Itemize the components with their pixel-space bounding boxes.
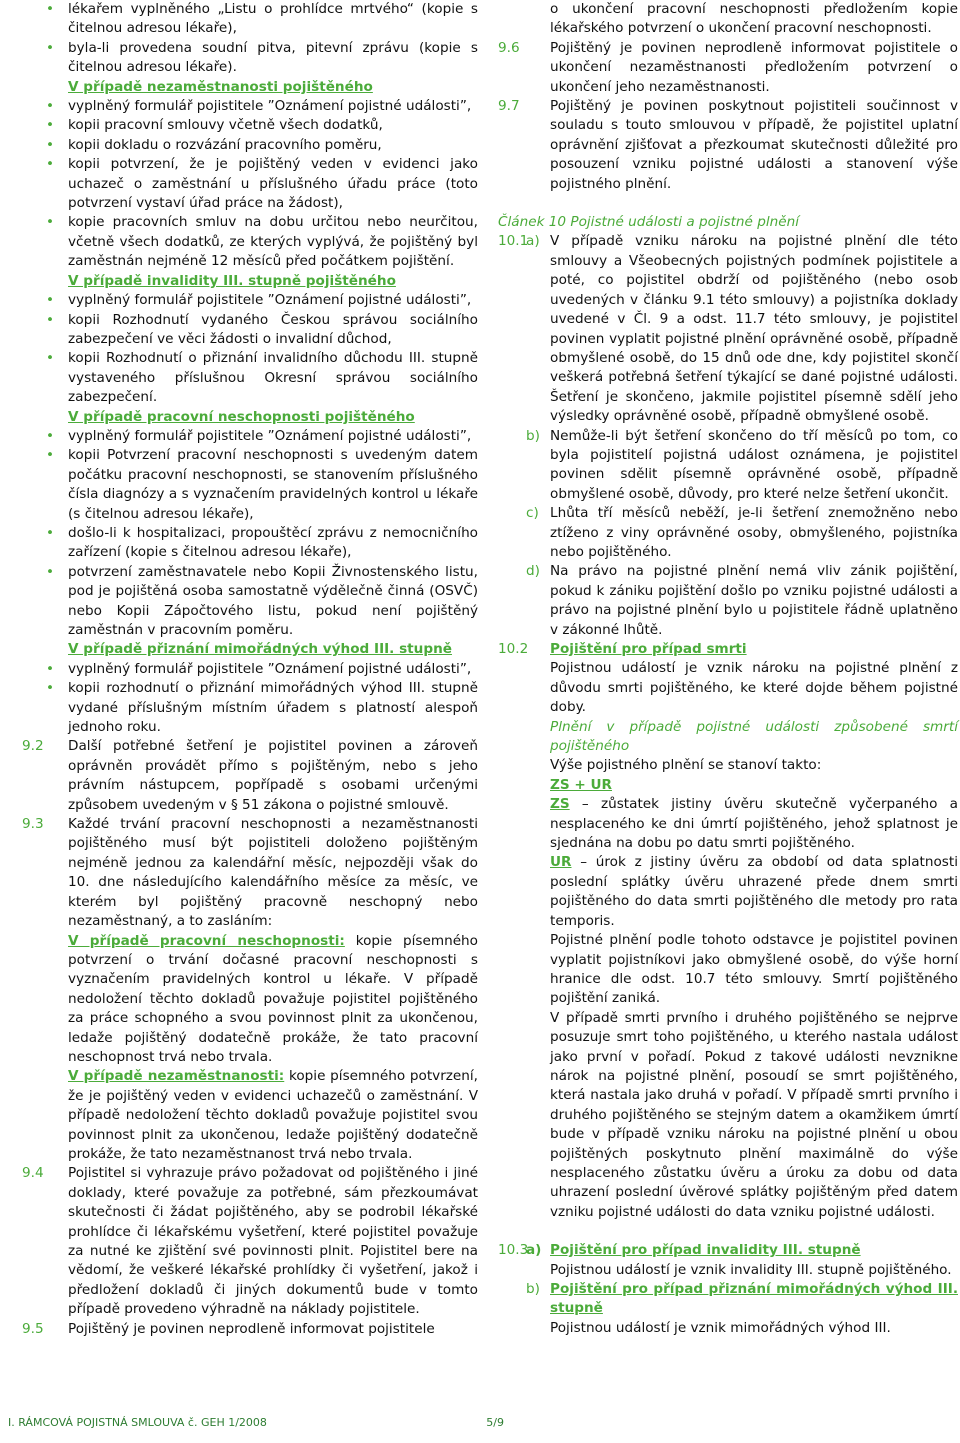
- section-text: Pojištěný je povinen poskytnout pojistiteli součinnost v souladu s touto smlouvou v případě, že pojistitel uplatní oprávnění zjišťovat a přezkoumat skutečnosti důležité pro posouzení vzniku pojistné události a stanovení výše pojistného plnění.: [550, 98, 958, 192]
- subsection-text: Pojistnou událostí je vznik invalidity III. stupně pojištěného.: [550, 1261, 952, 1278]
- term-text: – úrok z jistiny úvěru za období od data splatnosti poslední splátky úvěru uhrazené přede dnem smrti pojištěného do data smrti pojištěného dle metody pro rata temporis.: [550, 854, 958, 929]
- section-9-4: [22, 1164, 478, 1319]
- list-item: • kopii rozhodnutí o přiznání mimořádných výhod III. stupně vydané příslušným místním úřadem s platností alespoň jednoho roku.: [22, 679, 478, 737]
- subsection-a: [498, 1241, 958, 1280]
- subsection-text: Na právo na pojistné plnění nemá vliv zánik pojištění, pokud k zániku pojištění došlo po vzniku pojistné události a právo na pojistné plnění bylo u pojistitele řádně uplatněno v zákonné lhůtě.: [550, 563, 958, 638]
- section-number: 9.2: [22, 738, 44, 755]
- group-heading: V případě nezaměstnanosti pojištěného: [68, 78, 373, 95]
- list-item: • kopii dokladu o rozvázání pracovního poměru,: [22, 136, 478, 155]
- group-heading: V případě přiznání mimořádných výhod III. stupně: [68, 641, 452, 658]
- section-text: Pojištěný je povinen neprodleně informovat pojistitele o ukončení nezaměstnanosti předložením potvrzení o ukončení jeho nezaměstnanosti.: [550, 39, 958, 95]
- term-label: UR: [550, 854, 572, 871]
- list-item: • došlo-li k hospitalizaci, propouštěcí zprávu z nemocničního zařízení (kopie s čitelnou adresou lékaře),: [22, 524, 478, 563]
- paragraph: Výše pojistného plnění se stanoví takto:: [550, 757, 822, 774]
- section-number: 9.6: [498, 39, 520, 56]
- section-text: Další potřebné šetření je pojistitel povinen a zároveň oprávněn provádět přímo s pojištěným, nebo s jeho právním nástupcem, popřípadě s osobami určenými způsobem uvedeným v § 51 zákona o pojistné smlouvě.: [68, 738, 478, 813]
- section-number: 10.3: [498, 1242, 529, 1259]
- article-title: Článek 10 Pojistné události a pojistné plnění: [498, 214, 799, 231]
- group-heading: V případě pracovní neschopnosti pojištěného: [68, 408, 415, 425]
- section-number: 9.7: [498, 98, 520, 115]
- section-10-3: [498, 1241, 958, 1338]
- subsection-b: [498, 427, 958, 505]
- term-text: – zůstatek jistiny úvěru skutečně vyčerpaného a nesplaceného ke dni úmrtí pojištěného, jehož splatnost je sjednána na dobu po datu smrti pojištěného.: [550, 796, 958, 852]
- list-item: • kopii pracovní smlouvy včetně všech dodatků,: [22, 116, 478, 135]
- paragraph: Pojistné plnění podle tohoto odstavce je pojistitel povinen vyplatit pojistníkovi jako obmyšlené osobě, do výše horní hranice dle odst. 10.7 této smlouvy. Smrtí pojištěného pojištění zaniká.: [550, 932, 958, 1007]
- section-text: Pojištěný je povinen neprodleně informovat pojistitele: [68, 1320, 435, 1337]
- formula: ZS + UR: [550, 776, 613, 793]
- paragraph: [550, 795, 958, 853]
- list-item: • vyplněný formulář pojistitele ”Oznámení pojistné události”,: [22, 427, 478, 446]
- list-item: • kopii Potvrzení pracovní neschopnosti s uvedeným datem počátku pracovní neschopnosti, se stanovením příslušného čísla diagnózy a s vyznačením pravidelných kontrol u lékaře (s čitelnou adresou lékaře),: [22, 446, 478, 524]
- subsection-heading: Pojištění pro případ invalidity III. stupně: [550, 1242, 861, 1259]
- paragraph: [68, 1067, 478, 1164]
- paragraph: [68, 932, 478, 1068]
- section-text: Pojistitel si vyhrazuje právo požadovat od pojištěného i jiné doklady, které považuje za potřebné, sám přezkoumávat skutečnosti či žádat pojištěného, aby se podrobil lékařské prohlídce či lékařskému vyšetření, které pojistitel považuje za nutné ke zjištění své povinnosti plnit. Pojistitel bere na vědomí, že veškeré lékařské prohlídky či vyšetření, jakož i předložení dokladů či jiných dokumentů bude v tomto případě provedeno výhradně na náklady pojistitele.: [68, 1165, 478, 1318]
- subsection-d: [498, 562, 958, 640]
- list-item: • kopii Rozhodnutí o přiznání invalidního důchodu III. stupně vystaveného příslušnou Okresní správou sociálního zabezpečení.: [22, 349, 478, 407]
- page-number: 5/9: [486, 1416, 504, 1429]
- footer-title: I. RÁMCOVÁ POJISTNÁ SMLOUVA č. GEH 1/2008: [8, 1416, 267, 1429]
- left-column: [22, 0, 478, 1339]
- paragraph: Pojistnou událostí je vznik nároku na pojistné plnění z důvodu smrti pojištěného, ke které dojde během pojistné doby.: [550, 660, 958, 716]
- subsection-label: a): [526, 1242, 542, 1259]
- paragraph-text: kopie písemného potvrzení, že je pojištěný veden v evidenci uchazečů o zaměstnání. V případě nedoložení těchto dokladů považuje pojistitel svou povinnost plnit za ukončenou, ledaže pojištěný dodatečně prokáže, že tato nezaměstnanost trvá nebo trvala.: [68, 1068, 479, 1162]
- paragraph: V případě smrti prvního i druhého pojištěného se nejprve posuzuje smrt toho pojištěného, u kterého nastala událost jako první v pořadí. Pokud z takové události nevznikne nárok na pojistné plnění, posoudí se smrt pojištěného, která nastala jako druhá v pořadí. V případě smrti prvního i druhého pojištěného se stejným datem a okamžikem úmrtí bude v případě vzniku nároku na pojistné plnění u obou pojištěných poskytnuto plnění maximálně do výše nesplaceného zůstatku úvěru a úroku za dobu od data uhrazení poslední úvěrové splátky pojištěným před datem vzniku pojistné události do data vzniku pojistné události.: [550, 1009, 958, 1220]
- list-item: • vyplněný formulář pojistitele ”Oznámení pojistné události”,: [22, 97, 478, 116]
- section-number: 10.1: [498, 233, 529, 250]
- list-item: • lékařem vyplněného „Listu o prohlídce mrtvého“ (kopie s čitelnou adresou lékaře),: [22, 0, 478, 39]
- section-10-2: [498, 640, 958, 1222]
- list-item: • vyplněný formulář pojistitele ”Oznámení pojistné události”,: [22, 660, 478, 679]
- list-item: • kopii Rozhodnutí vydaného Českou správou sociálního zabezpečení ve věci žádosti o invalidní důchod,: [22, 311, 478, 350]
- subsection-a: [498, 232, 958, 426]
- paragraph: [550, 853, 958, 931]
- section-9-7: [498, 97, 958, 194]
- list-item: • byla-li provedena soudní pitva, pitevní zprávu (kopie s čitelnou adresou lékaře).: [22, 39, 478, 78]
- paragraph-label: V případě pracovní neschopnosti:: [68, 932, 345, 949]
- section-9-2: [22, 737, 478, 815]
- list-item: • kopie pracovních smluv na dobu určitou nebo neurčitou, včetně všech dodatků, ze kterých vyplývá, že pojištěný byl zaměstnán nejméně 12 měsíců před počátkem pojištění.: [22, 213, 478, 271]
- section-number: 9.5: [22, 1320, 44, 1337]
- subsection-label: b): [526, 1281, 540, 1297]
- paragraph-italic: Plnění v případě pojistné události způsobené smrtí pojištěného: [550, 718, 958, 755]
- section-number: 9.3: [22, 816, 44, 833]
- section-9-6: [498, 39, 958, 97]
- continued-text: o ukončení pracovní neschopnosti předložením kopie lékařského potvrzení o ukončení pracovní neschopnosti.: [550, 1, 958, 37]
- subsection-label: a): [526, 233, 540, 250]
- list-item: • potvrzení zaměstnavatele nebo Kopii Živnostenského listu, pod je pojištěná osoba samostatně výdělečně činná (OSVČ) nebo Kopii Zápočtového listu, pokud není pojištěný zaměstnán v pracovním poměru.: [22, 563, 478, 641]
- section-9-3: [22, 815, 478, 1164]
- list-item: • vyplněný formulář pojistitele ”Oznámení pojistné události”,: [22, 291, 478, 310]
- paragraph-label: V případě nezaměstnanosti:: [68, 1068, 285, 1085]
- section-number: 10.2: [498, 641, 529, 657]
- subsection-b: [498, 1280, 958, 1338]
- subsection-label: b): [526, 427, 540, 444]
- section-9-5: [22, 1320, 478, 1339]
- subsection-c: [498, 504, 958, 562]
- subsection-text: Pojistnou událostí je vznik mimořádných výhod III.: [550, 1319, 891, 1336]
- group-heading: V případě invalidity III. stupně pojištěného: [68, 272, 396, 289]
- section-text: Každé trvání pracovní neschopnosti a nezaměstnanosti pojištěného musí být pojistiteli doloženo pojištěným nejméně jednou za kalendářní měsíc, nejpozději však do 10. dne následujícího kalendářního měsíce za měsíc, ve kterém byl pojištěný pracovně neschopný nebo nezaměstnaný, a to zasláním:: [68, 816, 478, 930]
- subsection-label: d): [526, 563, 540, 580]
- subsection-label: c): [526, 505, 539, 522]
- list-item: • kopii potvrzení, že je pojištěný veden v evidenci jako uchazeč o zaměstnání u příslušného úřadu práce (toto potvrzení vystaví úřad práce na žádost),: [22, 155, 478, 213]
- section-10-1: [498, 232, 958, 640]
- subsection-text: Lhůta tří měsíců neběží, je-li šetření znemožněno nebo ztíženo z viny oprávněné osoby, obmyšleného, pojistníka nebo pojištěného.: [550, 505, 958, 560]
- subsection-heading: Pojištění pro případ přiznání mimořádných výhod III. stupně: [550, 1281, 958, 1317]
- paragraph-text: kopie písemného potvrzení o trvání dočasné pracovní neschopnosti s vyznačením pravidelných kontrol u lékaře. V případě nedoložení těchto dokladů považuje pojistitel pojištěného za práce schopného a svou povinnost plnit za ukončenou, ledaže pojištěný dodatečně prokáže, že tato pracovní neschopnost trvá nebo trvala.: [68, 932, 478, 1065]
- section-number: 9.4: [22, 1165, 44, 1182]
- right-column: [498, 0, 958, 1338]
- section-heading: Pojištění pro případ smrti: [550, 641, 747, 657]
- term-label: ZS: [550, 796, 570, 813]
- subsection-text: V případě vzniku nároku na pojistné plnění dle této smlouvy a Všeobecných pojistných podmínek pojistitele a poté, co pojistitel obdrží od pojištěného (nebo osob uvedených v článku 9.1 této smlouvy) a pojistníka doklady uvedené v Čl. 9 a odst. 11.7 této smlouvy, je pojistitel povinen vyplatit pojistné plnění oprávněné osobě, případně obmyšlené osobě, do 15 dnů ode dne, kdy pojistitel skončí veškerá potřebná šetření týkající se dané pojistné události. Šetření je skončeno, jakmile pojistitel písemně sdělí jeho výsledky oprávněné osobě, případně obmyšlené osobě.: [550, 233, 958, 425]
- subsection-text: Nemůže-li být šetření skončeno do tří měsíců po tom, co byla pojistitelí pojistná událost oznámena, je pojistitel povinen sdělit písemně oprávněné osobě, případně obmyšlené osobě, důvody, pro které nelze šetření ukončit.: [550, 427, 958, 502]
